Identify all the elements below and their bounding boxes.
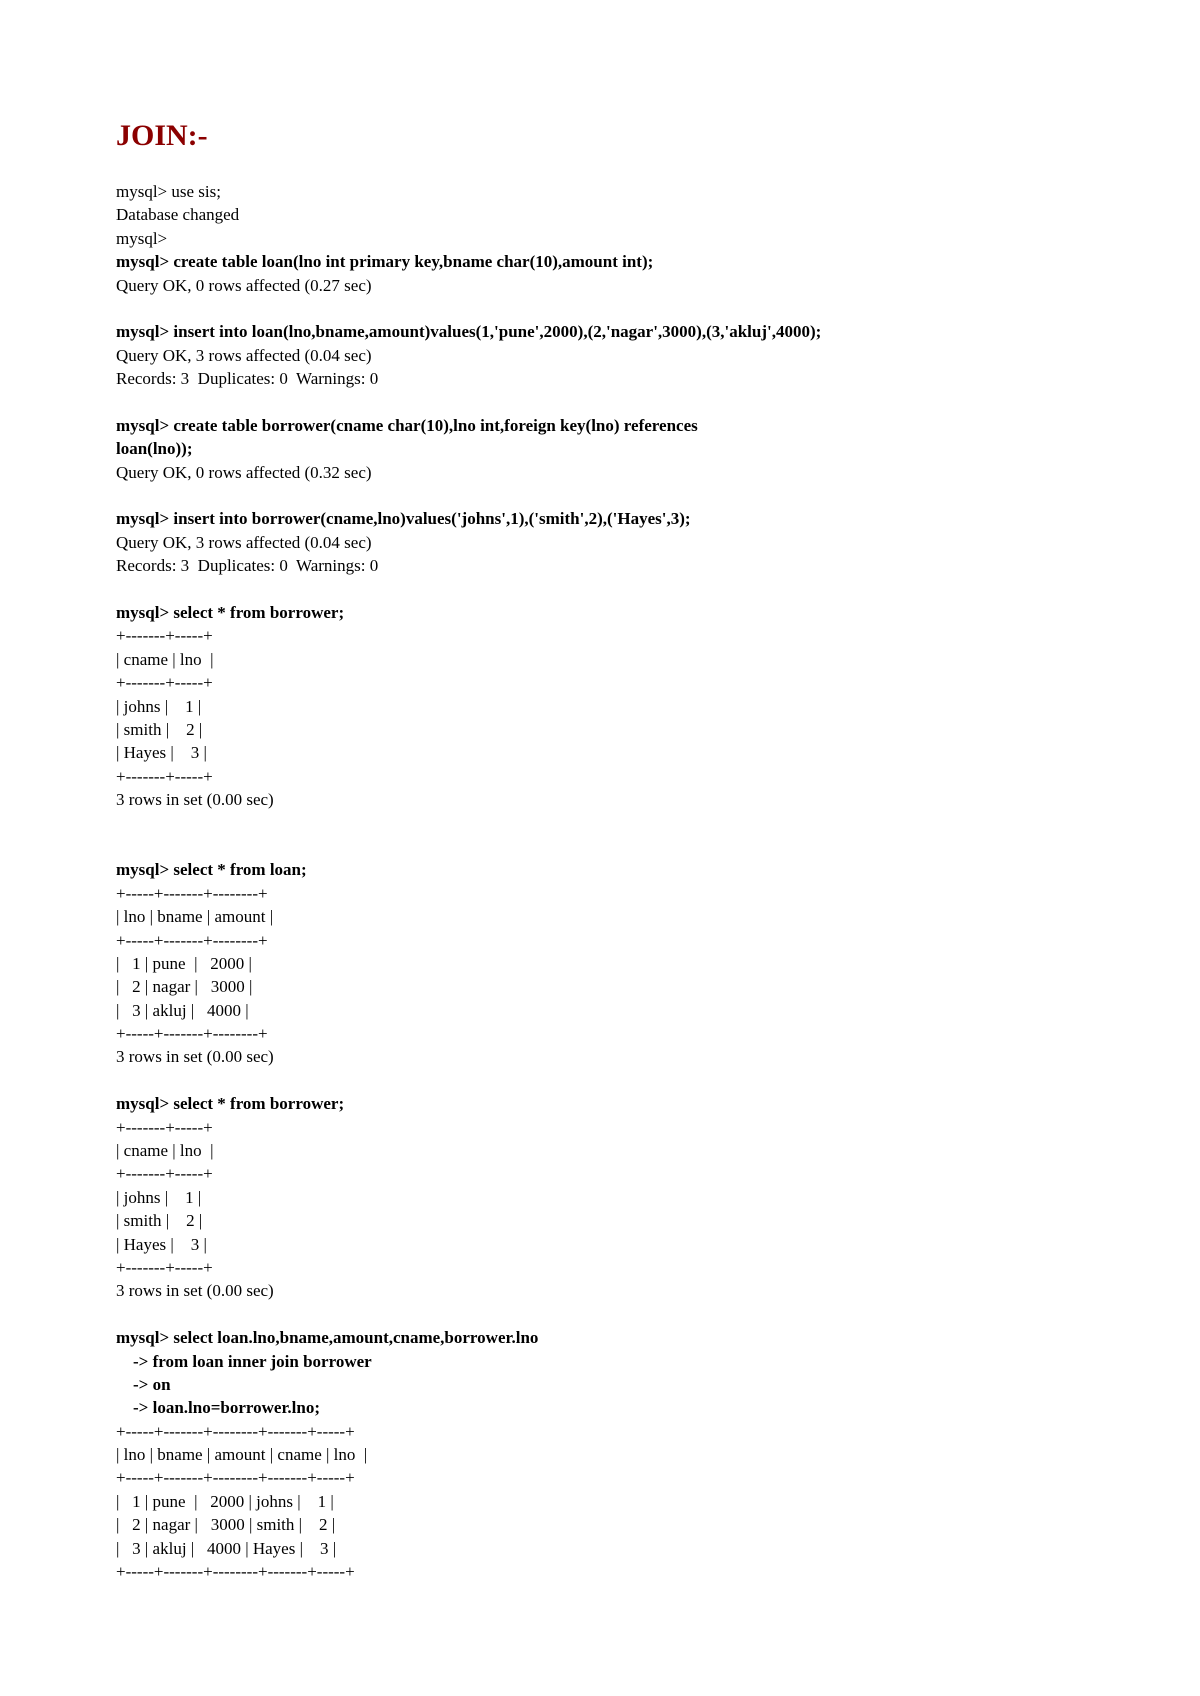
sql-command-line: -> from loan inner join borrower — [116, 1351, 372, 1371]
output-line: Query OK, 3 rows affected (0.04 sec) — [116, 532, 372, 552]
output-line: | lno | bname | amount | — [116, 907, 274, 927]
output-line: +-------+-----+ — [116, 673, 213, 693]
output-line: | Hayes | 3 | — [116, 1234, 207, 1254]
output-line: | 2 | nagar | 3000 | smith | 2 | — [116, 1515, 336, 1535]
sql-command-line: mysql> create table borrower(cname char(10),lno int,foreign key(lno) references — [116, 415, 698, 435]
output-line: | johns | 1 | — [116, 1187, 202, 1207]
output-line — [116, 1303, 1200, 1326]
output-line: | cname | lno | — [116, 649, 214, 669]
output-line: | smith | 2 | — [116, 719, 203, 739]
sql-command-line: mysql> insert into loan(lno,bname,amount)values(1,'pune',2000),(2,'nagar',3000),(3,'akluj',4000); — [116, 322, 822, 342]
output-line: | cname | lno | — [116, 1141, 214, 1161]
output-line: Records: 3 Duplicates: 0 Warnings: 0 — [116, 556, 379, 576]
sql-command-line: mysql> insert into borrower(cname,lno)values('johns',1),('smith',2),('Hayes',3); — [116, 509, 691, 529]
terminal-transcript — [116, 180, 1200, 1583]
output-line: +-------+-----+ — [116, 1257, 213, 1277]
output-line — [116, 484, 1200, 507]
sql-command-line: mysql> select * from borrower; — [116, 603, 345, 623]
sql-command-line: mysql> select * from borrower; — [116, 1094, 345, 1114]
output-line: mysql> — [116, 228, 168, 248]
output-line: Query OK, 0 rows affected (0.32 sec) — [116, 462, 372, 482]
output-line: | lno | bname | amount | cname | lno | — [116, 1445, 368, 1465]
output-line: | 2 | nagar | 3000 | — [116, 977, 253, 997]
output-line: +-----+-------+--------+-------+-----+ — [116, 1468, 355, 1488]
output-line: | 3 | akluj | 4000 | — [116, 1000, 249, 1020]
output-line: Records: 3 Duplicates: 0 Warnings: 0 — [116, 369, 379, 389]
output-line: +-------+-----+ — [116, 1117, 213, 1137]
output-line: +-------+-----+ — [116, 766, 213, 786]
output-line: +-------+-----+ — [116, 626, 213, 646]
page-heading: JOIN:- — [116, 119, 208, 152]
sql-command-line: -> loan.lno=borrower.lno; — [116, 1398, 321, 1418]
output-line: | smith | 2 | — [116, 1211, 203, 1231]
output-line: | 1 | pune | 2000 | johns | 1 | — [116, 1491, 334, 1511]
output-line: Query OK, 0 rows affected (0.27 sec) — [116, 275, 372, 295]
output-line: +-----+-------+--------+ — [116, 930, 268, 950]
output-line: +-----+-------+--------+ — [116, 1024, 268, 1044]
output-line: +-----+-------+--------+-------+-----+ — [116, 1562, 355, 1582]
output-line — [116, 297, 1200, 320]
output-line: 3 rows in set (0.00 sec) — [116, 1281, 274, 1301]
output-line — [116, 391, 1200, 414]
output-line: | 3 | akluj | 4000 | Hayes | 3 | — [116, 1538, 337, 1558]
sql-command-line: mysql> create table loan(lno int primary key,bname char(10),amount int); — [116, 252, 654, 272]
output-line: Query OK, 3 rows affected (0.04 sec) — [116, 345, 372, 365]
output-line — [116, 578, 1200, 601]
output-line: Database changed — [116, 205, 240, 225]
output-line: +-------+-----+ — [116, 1164, 213, 1184]
sql-command-line: -> on — [116, 1374, 171, 1394]
output-line — [116, 812, 1200, 835]
output-line: 3 rows in set (0.00 sec) — [116, 1047, 274, 1067]
output-line: +-----+-------+--------+-------+-----+ — [116, 1421, 355, 1441]
sql-command-line: mysql> select loan.lno,bname,amount,cname,borrower.lno — [116, 1328, 539, 1348]
sql-command-line: mysql> select * from loan; — [116, 860, 307, 880]
sql-command-line: loan(lno)); — [116, 439, 193, 459]
output-line: | 1 | pune | 2000 | — [116, 953, 252, 973]
output-line: mysql> use sis; — [116, 182, 221, 201]
output-line — [116, 1069, 1200, 1092]
output-line: 3 rows in set (0.00 sec) — [116, 790, 274, 810]
output-line: | Hayes | 3 | — [116, 743, 207, 763]
output-line: | johns | 1 | — [116, 696, 202, 716]
output-line — [116, 835, 1200, 858]
output-line: +-----+-------+--------+ — [116, 883, 268, 903]
